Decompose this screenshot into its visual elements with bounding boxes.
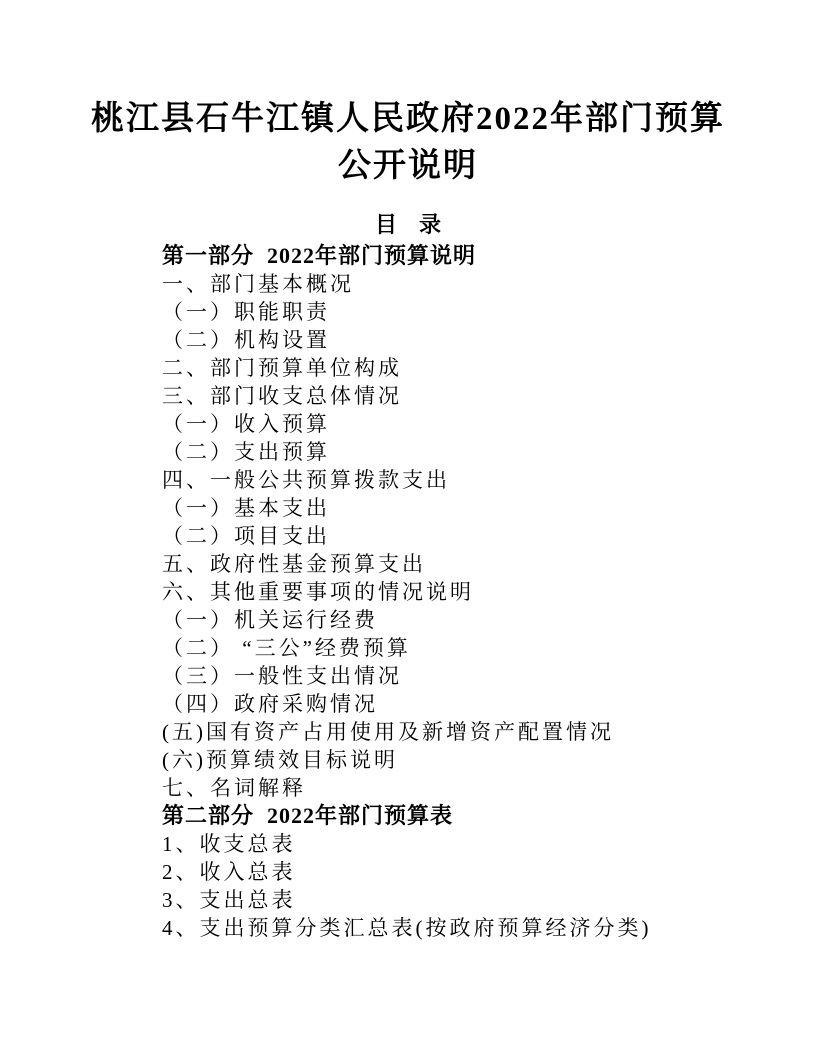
toc-item: 二、部门预算单位构成 — [162, 356, 402, 380]
toc-item: （二） “三公”经费预算 — [162, 636, 411, 660]
toc-item: 2、收入总表 — [162, 860, 296, 884]
toc-heading: 目 录 — [374, 212, 441, 237]
toc-item: 五、政府性基金预算支出 — [162, 552, 426, 576]
toc-item: 第一部分 2022年部门预算说明 — [162, 243, 477, 268]
toc-item: （一）基本支出 — [162, 496, 330, 520]
toc-item: （一）职能职责 — [162, 300, 330, 324]
toc-item: 1、收支总表 — [162, 832, 296, 856]
toc-item: 4、支出预算分类汇总表(按政府预算经济分类) — [162, 916, 652, 940]
document-title — [0, 96, 816, 190]
toc-item: 第二部分 2022年部门预算表 — [162, 803, 454, 828]
toc-item: (六)预算绩效目标说明 — [162, 748, 398, 772]
toc-item: 3、支出总表 — [162, 888, 296, 912]
toc-item: 四、一般公共预算拨款支出 — [162, 468, 450, 492]
toc-item: 六、其他重要事项的情况说明 — [162, 580, 474, 604]
toc-item: 三、部门收支总体情况 — [162, 384, 402, 408]
toc-item: （二）支出预算 — [162, 440, 330, 464]
document-title-line2: 公开说明 — [338, 148, 478, 184]
toc-list — [0, 242, 816, 942]
toc-item: 七、名词解释 — [162, 776, 306, 800]
toc-item: （二）项目支出 — [162, 524, 330, 548]
document-title-line1: 桃江县石牛江镇人民政府2022年部门预算 — [91, 101, 725, 137]
toc-item: （四）政府采购情况 — [162, 692, 378, 716]
toc-item: （一）机关运行经费 — [162, 608, 378, 632]
toc-item: （一）收入预算 — [162, 412, 330, 436]
toc-item: （三）一般性支出情况 — [162, 664, 402, 688]
toc-item: 一、部门基本概况 — [162, 272, 354, 296]
toc-item: (五)国有资产占用使用及新增资产配置情况 — [162, 720, 614, 744]
toc-item: （二）机构设置 — [162, 328, 330, 352]
